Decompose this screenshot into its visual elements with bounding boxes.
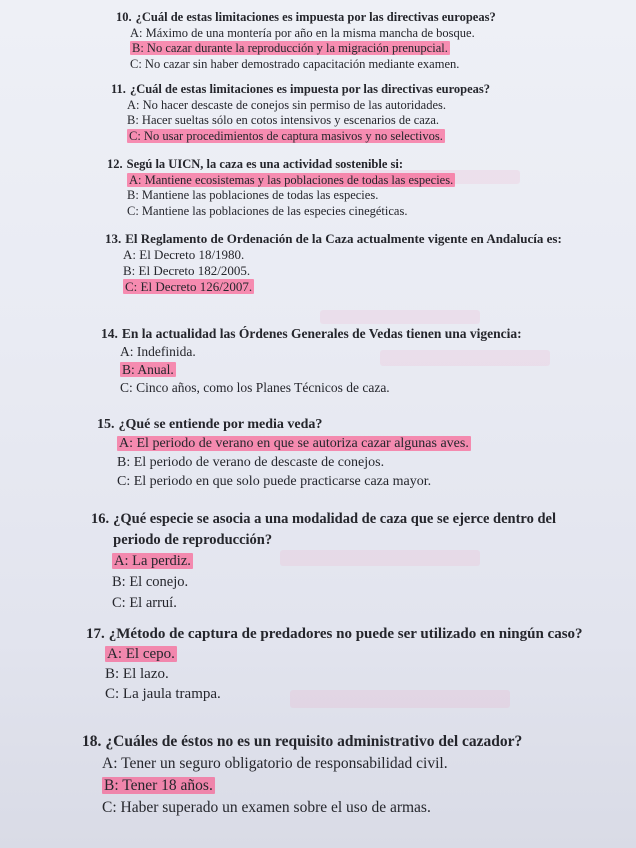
option-list xyxy=(105,247,605,295)
question-title xyxy=(116,10,496,26)
option-b xyxy=(127,113,490,129)
question-number: 15. xyxy=(97,417,115,432)
question-number: 11. xyxy=(111,82,126,96)
option-b xyxy=(105,664,583,684)
option-c xyxy=(127,204,455,220)
option-c xyxy=(102,797,522,819)
question-text: ¿Cuál de estas limitaciones es impuesta por las directivas europeas? xyxy=(135,10,496,24)
option-text: C: Haber superado un examen sobre el uso de armas. xyxy=(102,799,431,816)
option-a-highlighted xyxy=(117,434,471,453)
option-text: B: El Decreto 182/2005. xyxy=(123,263,251,278)
option-b-highlighted xyxy=(130,41,496,57)
option-text: A: El cepo. xyxy=(107,646,175,662)
option-text: C: No usar procedimientos de captura masivos y no selectivos. xyxy=(129,128,443,143)
option-a-highlighted xyxy=(105,644,583,664)
bleed-through-mark xyxy=(320,310,480,324)
option-list xyxy=(101,343,522,397)
option-text: B: El lazo. xyxy=(105,666,169,682)
option-text: B: Mantiene las poblaciones de todas las especies. xyxy=(127,188,379,202)
option-a-highlighted xyxy=(112,551,601,572)
option-a xyxy=(130,26,496,42)
question-title xyxy=(97,415,471,434)
question-11 xyxy=(111,82,490,144)
question-text: Segú la UICN, la caza es una actividad sostenible si: xyxy=(126,157,404,171)
option-list xyxy=(97,434,471,491)
option-text: B: Tener 18 años. xyxy=(104,777,213,794)
option-list xyxy=(86,644,583,704)
question-number: 12. xyxy=(107,157,123,171)
option-text: A: Máximo de una montería por año en la misma mancha de bosque. xyxy=(130,25,475,40)
option-c xyxy=(117,472,471,491)
option-text: A: El periodo de verano en que se autoriza cazar algunas aves. xyxy=(119,436,469,451)
question-text: ¿Qué se entiende por media veda? xyxy=(118,417,323,432)
option-c xyxy=(130,57,496,73)
option-text: B: Hacer sueltas sólo en cotos intensivos y escenarios de caza. xyxy=(127,113,440,127)
question-title xyxy=(111,82,490,98)
question-text: El Reglamento de Ordenación de la Caza actualmente vigente en Andalucía es: xyxy=(125,231,562,246)
option-b xyxy=(123,263,605,279)
option-a xyxy=(102,753,522,775)
option-list xyxy=(111,98,490,145)
option-text: C: El Decreto 126/2007. xyxy=(125,279,253,294)
option-text: C: Cinco años, como los Planes Técnicos de caza. xyxy=(120,380,390,395)
option-b-highlighted xyxy=(102,775,522,797)
option-text: A: La perdiz. xyxy=(114,553,191,569)
question-16 xyxy=(91,509,601,614)
question-title xyxy=(82,731,522,753)
question-13 xyxy=(105,231,605,295)
option-c-highlighted xyxy=(123,279,605,295)
option-text: B: El periodo de verano de descaste de conejos. xyxy=(117,455,385,470)
question-number: 13. xyxy=(105,231,122,246)
question-number: 10. xyxy=(116,10,132,24)
option-text: A: Tener un seguro obligatorio de responsabilidad civil. xyxy=(102,755,448,772)
option-a xyxy=(120,343,522,361)
option-text: C: Mantiene las poblaciones de las especies cinegéticas. xyxy=(127,203,408,218)
question-title xyxy=(105,231,605,247)
question-10 xyxy=(116,10,496,72)
option-list xyxy=(91,551,601,614)
option-c xyxy=(105,684,583,704)
question-number: 14. xyxy=(101,326,118,341)
question-text: ¿Qué especie se asocia a una modalidad de caza que se ejerce dentro del periodo de reproducción? xyxy=(113,511,557,548)
option-b xyxy=(117,453,471,472)
option-text: A: Indefinida. xyxy=(120,344,196,359)
question-17 xyxy=(86,624,583,704)
question-15 xyxy=(97,415,471,491)
option-text: C: El periodo en que solo puede practicarse caza mayor. xyxy=(117,474,432,489)
option-text: B: El conejo. xyxy=(112,574,189,590)
question-text: ¿Cuál de estas limitaciones es impuesta por las directivas europeas? xyxy=(129,82,491,96)
question-title xyxy=(91,509,601,551)
option-a-highlighted xyxy=(127,173,455,189)
option-c-highlighted xyxy=(127,129,490,145)
option-b-highlighted xyxy=(120,361,522,379)
option-text: B: Anual. xyxy=(122,362,174,377)
option-a xyxy=(123,247,605,263)
option-a xyxy=(127,98,490,114)
question-text: ¿Cuáles de éstos no es un requisito administrativo del cazador? xyxy=(105,733,523,750)
question-text: ¿Método de captura de predadores no puede ser utilizado en ningún caso? xyxy=(108,626,583,642)
option-text: C: La jaula trampa. xyxy=(105,686,221,702)
option-text: C: No cazar sin haber demostrado capacitación mediante examen. xyxy=(130,56,460,71)
option-b xyxy=(127,188,455,204)
option-text: A: El Decreto 18/1980. xyxy=(123,247,245,262)
question-number: 18. xyxy=(82,733,102,750)
question-text: En la actualidad las Órdenes Generales de Vedas tienen una vigencia: xyxy=(121,326,522,341)
option-list xyxy=(116,26,496,73)
option-list xyxy=(107,173,455,220)
question-title xyxy=(86,624,583,644)
question-18 xyxy=(82,731,522,819)
question-number: 17. xyxy=(86,626,105,642)
question-12 xyxy=(107,157,455,219)
option-list xyxy=(82,753,522,819)
option-c xyxy=(120,379,522,397)
question-title xyxy=(101,325,522,343)
option-text: C: El arruí. xyxy=(112,595,177,611)
question-title xyxy=(107,157,455,173)
option-text: A: No hacer descaste de conejos sin permiso de las autoridades. xyxy=(127,97,446,112)
option-text: B: No cazar durante la reproducción y la migración prenupcial. xyxy=(132,41,448,55)
option-c xyxy=(112,593,601,614)
option-text: A: Mantiene ecosistemas y las poblaciones de todas las especies. xyxy=(129,172,454,187)
option-b xyxy=(112,572,601,593)
question-number: 16. xyxy=(91,511,110,527)
question-14 xyxy=(101,325,522,397)
